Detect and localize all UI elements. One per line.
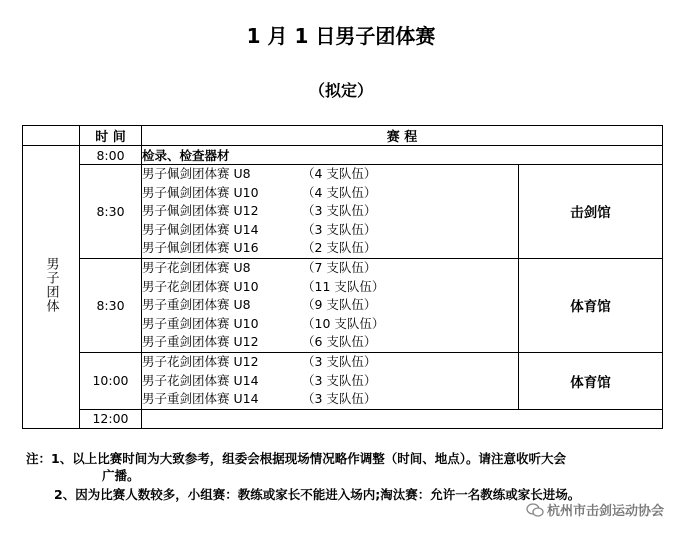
note-1-line-2: 广播。	[102, 468, 140, 483]
page-subtitle: （拟定）	[308, 81, 373, 100]
table-row	[23, 146, 663, 165]
event-cell	[142, 409, 663, 428]
header-blank	[23, 126, 80, 146]
venue-cell: 击剑馆	[519, 165, 663, 259]
header-time: 时 间	[80, 126, 142, 146]
time-cell: 8:30	[80, 258, 142, 352]
time-cell: 12:00	[80, 409, 142, 428]
note-2: 2、因为比赛人数较多，小组赛：教练或家长不能进入场内;淘汰赛：允许一名教练或家长进场。	[54, 487, 581, 502]
list-item: 男子花剑团体赛 U8 （7 支队伍）	[142, 259, 377, 275]
list-item: 男子重剑团体赛 U10 （10 支队伍）	[142, 315, 385, 331]
table-row	[23, 352, 663, 409]
list-item: 男子花剑团体赛 U12 （3 支队伍）	[142, 353, 377, 369]
event-cell: 检录、检查器材	[142, 146, 663, 165]
table-header-row	[23, 126, 663, 146]
venue-cell: 体育馆	[519, 352, 663, 409]
list-item: 男子重剑团体赛 U12 （6 支队伍）	[142, 334, 377, 350]
category-cell	[23, 146, 80, 429]
table-row	[23, 258, 663, 352]
list-item: 男子佩剑团体赛 U16 （2 支队伍）	[142, 240, 377, 256]
time-cell: 8:00	[80, 146, 142, 165]
category-label: 男子团体	[43, 257, 59, 314]
time-cell: 10:00	[80, 352, 142, 409]
page-title: 1 月 1 日男子团体赛	[246, 24, 436, 48]
event-list	[142, 352, 519, 409]
list-item: 男子重剑团体赛 U14 （3 支队伍）	[142, 391, 377, 407]
list-item: 男子重剑团体赛 U8 （9 支队伍）	[142, 297, 377, 313]
venue-cell: 体育馆	[519, 258, 663, 352]
time-cell: 8:30	[80, 165, 142, 259]
schedule-table	[22, 125, 663, 429]
list-item: 男子佩剑团体赛 U14 （3 支队伍）	[142, 221, 377, 237]
watermark	[526, 500, 664, 519]
list-item: 男子佩剑团体赛 U8 （4 支队伍）	[142, 166, 377, 181]
list-item: 男子花剑团体赛 U10 （11 支队伍）	[142, 278, 385, 294]
table-row	[23, 409, 663, 428]
watermark-text: 杭州市击剑运动协会	[546, 504, 664, 519]
list-item: 男子佩剑团体赛 U10 （4 支队伍）	[142, 184, 377, 200]
header-event: 赛 程	[142, 126, 663, 146]
note-1-line-1: 注：1、以上比赛时间为大致参考，组委会根据现场情况略作调整（时间、地点）。请注意收听大会	[26, 451, 566, 466]
event-list	[142, 258, 519, 352]
table-row	[23, 165, 663, 259]
list-item: 男子花剑团体赛 U14 （3 支队伍）	[142, 372, 377, 388]
wechat-icon	[526, 503, 544, 517]
note-1	[26, 450, 666, 484]
event-list	[142, 165, 519, 259]
list-item: 男子佩剑团体赛 U12 （3 支队伍）	[142, 203, 377, 219]
